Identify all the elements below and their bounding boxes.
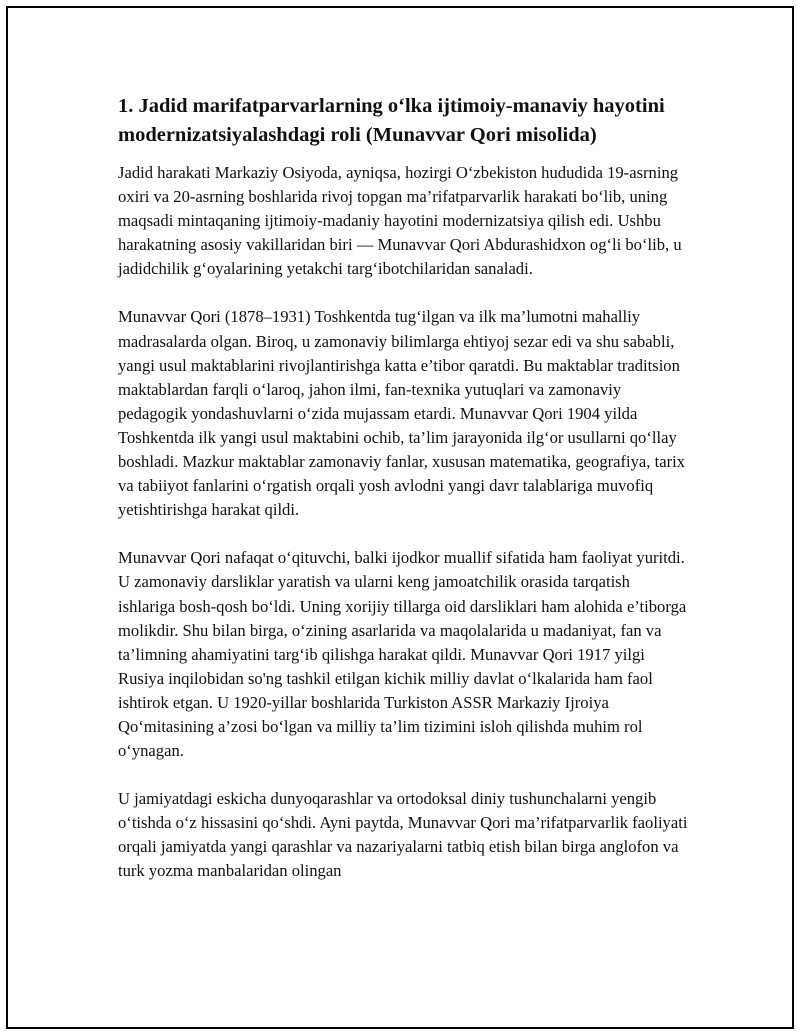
paragraph-2: Munavvar Qori (1878–1931) Toshkentda tug‘ilgan va ilk ma’lumotni mahalliy madrasalarda olgan. Biroq, u zamonaviy bilimlarga ehtiyoj sezar edi va shu sababli, yangi usul maktablarini rivojlantirishga katta e’tibor qaratdi. Bu maktablar traditsion maktablardan farqli o‘laroq, jahon ilmi, fan-texnika yutuqlari va zamonaviy pedagogik yondashuvlarni o‘zida mujassam etardi. Munavvar Qori 1904 yilda Toshkentda ilk yangi usul maktabini ochib, ta’lim jarayonida ilg‘or usullarni qo‘llay boshladi. Mazkur maktablar zamonaviy fanlar, xususan matematika, geografiya, tarix va tabiiyot fanlarini o‘rgatish orqali yosh avlodni yangi davr talablariga muvofiq yetishtirishga harakat qildi. — [118, 307, 686, 520]
paragraph-1: Jadid harakati Markaziy Osiyoda, ayniqsa, hozirgi O‘zbekiston hududida 19-asrning oxiri va 20-asrning boshlarida rivoj topgan ma’rifatparvarlik harakati bo‘lib, uning maqsadi mintaqaning ijtimoiy-madaniy hayotini modernizatsiya qilish edi. Ushbu harakatning asosiy vakillaridan biri — Munavvar Qori Abdurashidxon og‘li bo‘lib, u jadidchilik g‘oyalarining yetakchi targ‘ibotchilaridan sanaladi. — [118, 163, 682, 279]
paragraph-4: U jamiyatdagi eskicha dunyoqarashlar va ortodoksal diniy tushunchalarni yengib o‘tishda o‘z hissasini qo‘shdi. Ayni paytda, Munavvar Qori ma’rifatparvarlik faoliyati orqali jamiyatda yangi qarashlar va nazariyalarni tatbiq etish bilan birga anglofon va turk yozma manbalaridan olingan — [118, 789, 688, 881]
section-heading: 1. Jadid marifatparvarlarning o‘lka ijtimoiy-manaviy hayotini modernizatsiyalashdagi roli (Munavvar Qori misolida) — [118, 95, 665, 146]
document-body — [118, 92, 688, 908]
paragraph-3: Munavvar Qori nafaqat o‘qituvchi, balki ijodkor muallif sifatida ham faoliyat yuritdi. U zamonaviy darsliklar yaratish va ularni keng jamoatchilik orasida tarqatish ishlariga bosh-qosh bo‘ldi. Uning xorijiy tillarga oid darsliklari ham alohida e’tiborga molikdir. Shu bilan birga, o‘zining asarlarida va maqolalarida u madaniyat, fan va ta’limning ahamiyatini targ‘ib qilishga harakat qildi. Munavvar Qori 1917 yilgi Rusiya inqilobidan so'ng tashkil etilgan kichik milliy davlat o‘lkalarida ham faol ishtirok etgan. U 1920-yillar boshlarida Turkiston ASSR Markaziy Ijroiya Qo‘mitasining a’zosi bo‘lgan va milliy ta’lim tizimini isloh qilishda muhim rol o‘ynagan. — [118, 548, 687, 761]
